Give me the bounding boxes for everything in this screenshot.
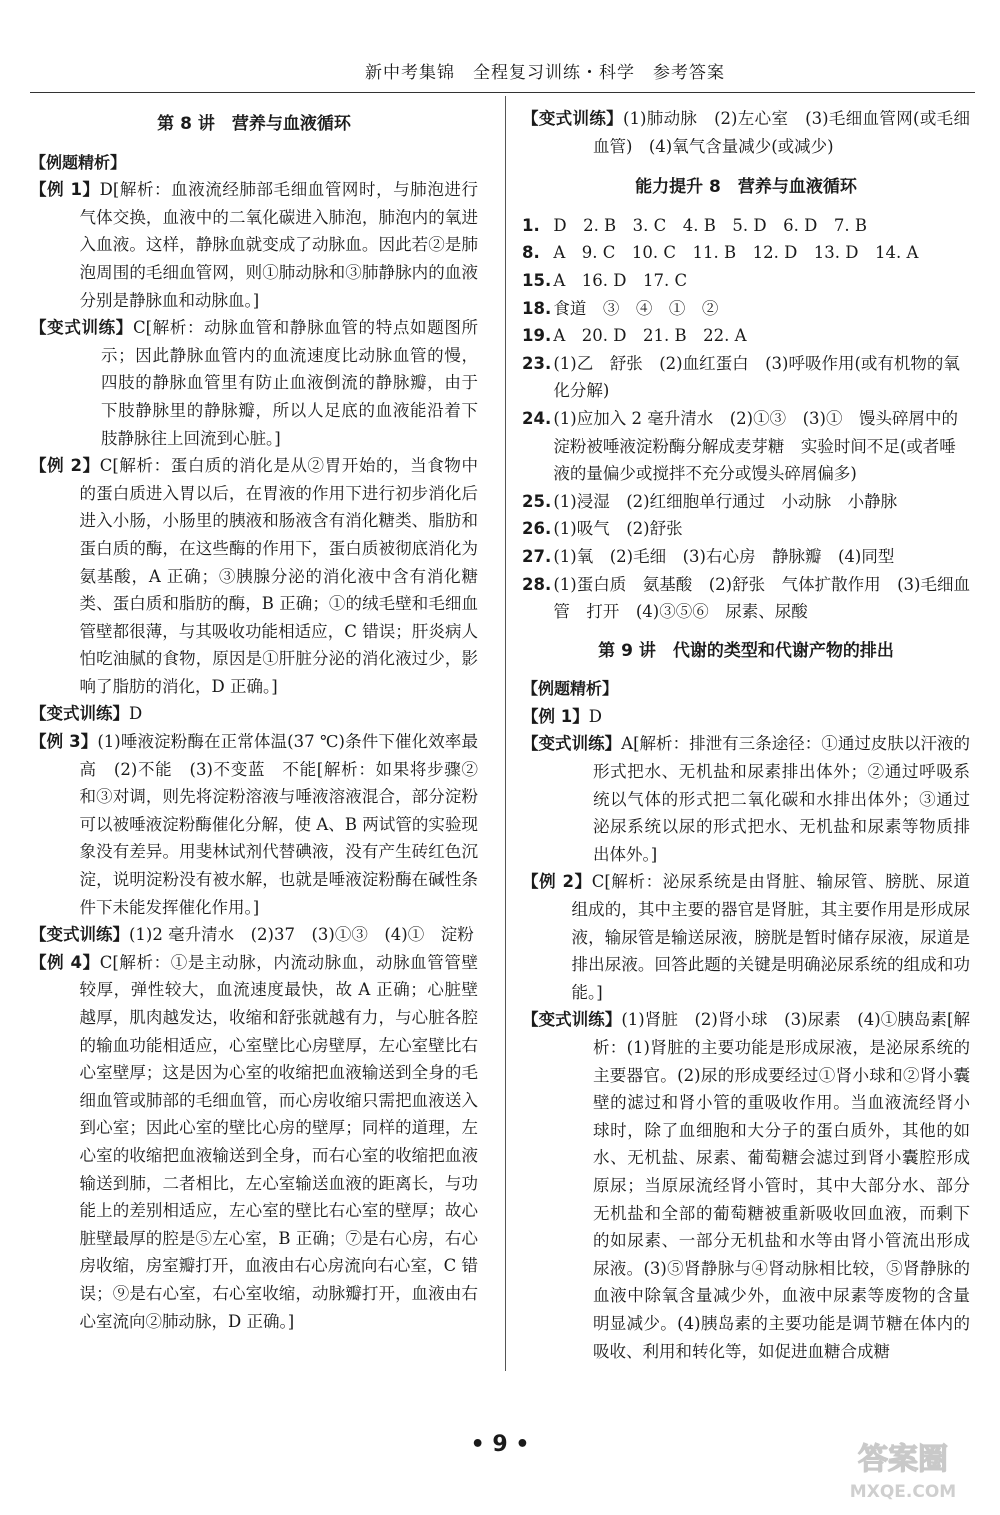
answer-text: (1)浸湿 (2)红细胞单行通过 小动脉 小静脉 [553,491,898,511]
answer-number: 28. [522,574,552,594]
item-text: (1)唾液淀粉酶在正常体温(37 ℃)条件下催化效率最高 (2)不能 (3)不变蓝 不能[解析：如果将步骤②和③对调，则先将淀粉溶液与唾液溶液混合，部分淀粉可以被唾液淀粉酶催化分解，使 A、B 两试管的实验现象没有差异。用斐林试剂代替碘液，没有产生砖红色沉淀，说明淀粉没有被水解，也就是唾液淀粉酶在碱性条件下未能发挥催化作用。] [79,732,478,917]
right-column [522,105,970,1365]
answer-row [522,571,970,626]
answer-text: (1)应加入 2 毫升清水 (2)①③ (3)① 馒头碎屑中的淀粉被唾液淀粉酶分解成麦芽糖 实验时间不足(或者唾液的量偏少或搅拌不充分或馒头碎屑偏多) [553,408,958,484]
item-label: 【变式训练】 [30,925,129,945]
answer-number: 1. [522,215,540,235]
answer-number: 18. [522,298,552,318]
answer-row [522,515,970,543]
item-label: 【例 1】 [522,706,589,726]
example-item [522,703,970,731]
answer-text: D 2. B 3. C 4. B 5. D 6. D 7. B [553,215,867,235]
answer-row [522,543,970,571]
item-text: C[解析：泌尿系统是由肾脏、输尿管、膀胱、尿道组成的，其中主要的器官是肾脏，其主要作用是形成尿液，输尿管是输送尿液，膀胱是暂时储存尿液，尿道是排出尿液。回答此题的关键是明确泌尿系统的组成和功能。] [571,872,970,1002]
item-text: C[解析：①是主动脉，内流动脉血，动脉血管管壁较厚，弹性较大，血流速度最快，故 A 正确；心脏壁越厚，肌肉越发达，收缩和舒张就越有力，与心脏各腔的输血功能相适应，心室壁比心房壁厚，左心室壁比右心室壁厚；这是因为心室的收缩把血液输送到全身的毛细血管或肺部的毛细血管，而心房收缩只需把血液送入到心室；因此心室的壁比心房的壁厚；同样的道理，左心室的收缩把血液输送到全身，而右心室的收缩把血液输送到肺，二者相比，左心室输送血液的距离长，与功能上的差别相适应，左心室的壁比右心室的壁厚；故心脏壁最厚的腔是⑤左心室，B 正确；⑦是右心房，右心房收缩，房室瓣打开，血液由右心房流向右心室，C 错误；⑨是右心室，右心室收缩，动脉瓣打开，血液由右心室流向②肺动脉，D 正确。] [79,952,478,1331]
watermark-logo [828,1435,978,1505]
item-label: 【例 2】 [522,872,592,892]
section-label: 【例题精析】 [30,152,127,172]
answer-number: 27. [522,546,552,566]
answer-number: 23. [522,353,552,373]
answer-number: 26. [522,519,552,539]
running-header: 新中考集锦 全程复习训练・科学 参考答案 [365,63,725,83]
variant-item [522,730,970,868]
answer-row [522,322,970,350]
lesson-heading: 第 8 讲 营养与血液循环 [157,114,351,134]
item-text: D[解析：血液流经肺部毛细血管网时，与肺泡进行气体交换，血液中的二氧化碳进入肺泡，肺泡内的氧进入血液。这样，静脉血就变成了动脉血。因此若②是肺泡周围的毛细血管网，则①肺动脉和③肺静脉内的血液分别是静脉血和动脉血。] [79,180,478,310]
answer-number: 24. [522,408,552,428]
answer-text: (1)吸气 (2)舒张 [553,519,683,539]
answer-number: 25. [522,491,552,511]
item-label: 【变式训练】 [30,318,133,338]
answer-text: A 9. C 10. C 11. B 12. D 13. D 14. A [553,243,919,263]
item-label: 【变式训练】 [522,734,622,754]
answer-text: (1)氧 (2)毛细 (3)右心房 静脉瓣 (4)同型 [553,546,895,566]
answer-text: A 16. D 17. C [553,270,688,290]
variant-item [522,1006,970,1365]
item-text: D [129,704,143,724]
answer-row [522,350,970,405]
item-label: 【变式训练】 [30,704,129,724]
answer-text: A 20. D 21. B 22. A [553,326,747,346]
answer-number: 8. [522,243,540,263]
item-text: C[解析：动脉血管和静脉血管的特点如题图所示；因此静脉血管内的血流速度比动脉血管的慢，四肢的静脉血管里有防止血液倒流的静脉瓣，由于下肢静脉里的静脉瓣，所以人足底的血液能沿着下肢静脉往上回流到心脏。] [100,318,479,448]
section-label: 【例题精析】 [522,679,619,699]
example-item [522,868,970,1006]
item-label: 【例 2】 [30,456,100,476]
item-label: 【变式训练】 [522,109,624,128]
lesson-heading: 第 9 讲 代谢的类型和代谢产物的排出 [598,640,894,661]
answer-row [522,488,970,516]
variant-item [30,921,478,949]
example-item [30,176,478,314]
answer-text: (1)乙 舒张 (2)血红蛋白 (3)呼吸作用(或有机物的氧化分解) [553,353,960,401]
answer-text: (1)蛋白质 氨基酸 (2)舒张 气体扩散作用 (3)毛细血管 打开 (4)③⑤⑥ 尿素、尿酸 [553,574,970,622]
variant-item [522,105,970,160]
answer-row [522,239,970,267]
variant-item [30,314,478,452]
example-item [30,452,478,700]
item-label: 【例 3】 [30,732,98,752]
example-item [30,728,478,921]
answer-row [522,405,970,488]
item-label: 【例 1】 [30,180,100,200]
item-label: 【例 4】 [30,952,100,972]
answer-number: 15. [522,270,552,290]
header-rule [30,92,975,93]
item-label: 【变式训练】 [522,1010,622,1030]
column-divider [505,96,506,1371]
item-text: C[解析：蛋白质的消化是从②胃开始的，当食物中的蛋白质进入胃以后，在胃液的作用下进行初步消化后进入小肠，小肠里的胰液和肠液含有消化糖类、脂肪和蛋白质的酶，在这些酶的作用下，蛋白质被彻底消化为氨基酸，A 正确；③胰腺分泌的消化液中含有消化糖类、蛋白质和脂肪的酶，B 正确；①的绒毛壁和毛细血管壁都很薄，与其吸收功能相适应，C 错误；肝炎病人怕吃油腻的食物，原因是①肝脏分泌的消化液过少，影响了脂肪的消化，D 正确。] [79,456,478,696]
answer-row [522,267,970,295]
practice-heading: 能力提升 8 营养与血液循环 [635,177,857,198]
watermark-text: 答案圈 [858,1442,948,1477]
item-text: (1)2 毫升清水 (2)37 (3)①③ (4)① 淀粉 [129,925,474,945]
item-text: A[解析：排泄有三条途径：①通过皮肤以汗液的形式把水、无机盐和尿素排出体外；②通过呼吸系统以气体的形式把二氧化碳和水排出体外；③通过泌尿系统以尿的形式把水、无机盐和尿素等物质排出体外。] [592,734,971,864]
item-text: D [588,706,602,726]
answer-number: 19. [522,326,552,346]
example-item [30,949,478,1335]
page-number: • 9 • [470,1432,530,1457]
variant-item [30,700,478,728]
answer-text: 食道 ③ ④ ① ② [553,298,719,318]
watermark-url: MXQE.COM [849,1482,957,1502]
answer-row [522,295,970,323]
item-text: (1)肺动脉 (2)左心室 (3)毛细血管网(或毛细血管) (4)氧气含量减少(或减少) [592,109,970,156]
item-text: (1)肾脏 (2)肾小球 (3)尿素 (4)①胰岛素[解析：(1)肾脏的主要功能是形成尿液，是泌尿系统的主要器官。(2)尿的形成要经过①肾小球和②肾小囊壁的滤过和肾小管的重吸收作用。当血液流经肾小球时，除了血细胞和大分子的蛋白质外，其他的如水、无机盐、尿素、葡萄糖会滤过到肾小囊腔形成原尿；当原尿流经肾小管时，其中大部分水、部分无机盐和全部的葡萄糖被重新吸收回血液，而剩下的如尿素、一部分无机盐和水等由肾小管流出形成尿液。(3)⑤肾静脉与④肾动脉相比较，⑤肾静脉的血液中除氧含量减少外，血液中尿素等废物的含量明显减少。(4)胰岛素的主要功能是调节糖在体内的吸收、利用和转化等，如促进血糖合成糖 [592,1010,970,1361]
left-column [30,105,478,1335]
answer-row [522,212,970,240]
